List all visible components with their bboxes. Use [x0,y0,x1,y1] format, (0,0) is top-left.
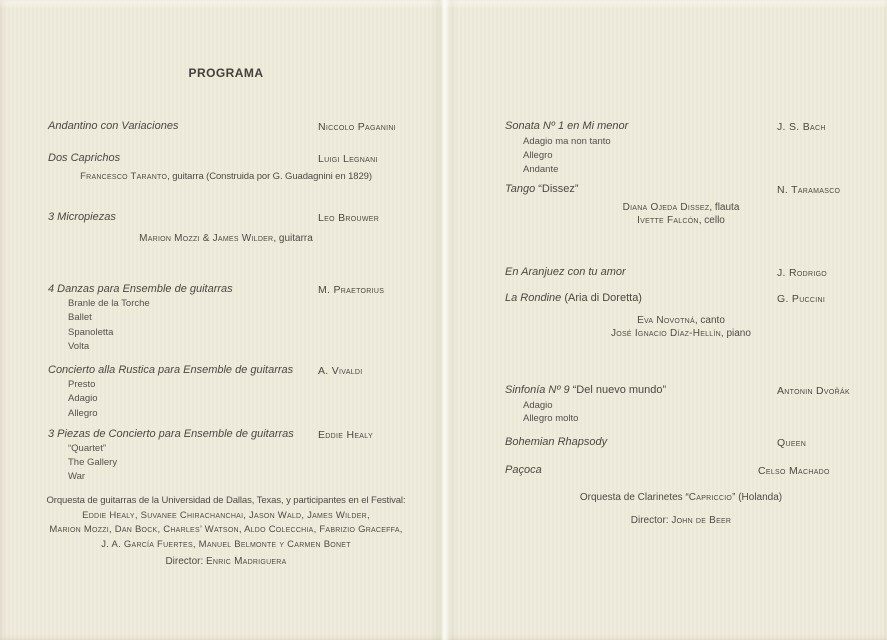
work-title: Sinfonía Nº 9 [505,384,570,396]
performer-name: José Ignacio Díaz-Hellín [611,328,721,339]
director-label: Director: [630,515,672,526]
performer-name: Eva Novotná [637,315,695,326]
work-title: 4 Danzas para Ensemble de guitarras [48,283,233,295]
movement-line: Allegro [68,408,98,419]
credits-intro: Orquesta de guitarras de la Universidad de Dallas, Texas, y participantes en el Festival: [46,495,406,506]
orchestra-pre: Orquesta de Clarinetes “ [579,492,689,503]
performer-instrument: , cello [698,215,725,226]
work-title: Andantino con Variaciones [48,120,179,132]
performer-name: Marion Mozzi & James Wilder [139,233,274,244]
movement-line: Adagio [523,400,553,411]
composer-name: M. Praetorius [318,283,385,296]
composer-name: A. Vivaldi [318,364,363,377]
performer-instrument: , guitarra [273,233,313,244]
movement-line: The Gallery [68,457,118,468]
director-name: John de Beer [671,515,732,526]
program-entry [505,266,887,280]
composer-name: Queen [777,436,807,449]
movement-line: Allegro [523,150,553,161]
movement-line: Adagio [68,393,98,404]
work-subtitle: “Del nuevo mundo” [569,384,667,396]
performer-line [24,171,428,182]
movement-line: “Quartet” [68,443,107,454]
performer-line [24,233,428,244]
program-entry [505,120,887,134]
program-entry [505,464,887,478]
program-heading: PROGRAMA [188,66,264,80]
director-line [24,556,428,567]
performer-name: Francesco Taranto [80,171,168,182]
composer-name: J. S. Bach [777,120,826,133]
work-title: Paçoca [505,464,542,476]
work-title: 3 Micropiezas [48,211,116,223]
performer-instrument: , canto [694,315,725,326]
program-entry [505,292,887,306]
performer-instrument: , guitarra (Construida por G. Guadagnini en 1829) [167,171,372,182]
movement-line: Allegro molto [523,413,579,424]
work-title: Sonata Nº 1 en Mi menor [505,120,629,132]
orchestra-post: ” (Holanda) [732,492,783,503]
left-page [0,0,443,640]
performer-instrument: , flauta [709,202,740,213]
orchestra-name: Capriccio [688,492,733,503]
composer-name: Luigi Legnani [318,152,378,165]
participants-line: J. A. García Fuertes, Manuel Belmonte y Carmen Bonet [101,539,351,550]
program-entry [48,120,443,134]
movement-line: Branle de la Torche [68,298,150,309]
composer-name: N. Taramasco [777,183,841,196]
right-page [443,0,887,640]
movement-line: Presto [68,379,96,390]
work-subtitle: (Aria di Doretta) [561,292,642,304]
composer-name: Niccolo Paganini [318,120,396,133]
movement-line: Adagio ma non tanto [523,136,611,147]
performer-line [505,315,857,326]
composer-name: Antonin Dvořák [777,384,850,397]
director-label: Director: [165,556,207,567]
movement-line: Andante [523,164,559,175]
performer-line [505,215,857,226]
program-entry [505,183,887,197]
program-entry [48,283,443,297]
performer-line [505,328,857,339]
orchestra-line [505,492,857,503]
participants-line: Marion Mozzi, Dan Bock, Charles’ Watson, Aldo Colecchia, Fabrizio Graceffa, [49,524,403,535]
composer-name: Celso Machado [758,464,830,477]
work-title: Bohemian Rhapsody [505,436,608,448]
work-title: 3 Piezas de Concierto para Ensemble de guitarras [48,428,294,440]
work-title: Tango [505,183,536,195]
program-entry [505,384,887,398]
director-line [505,515,857,526]
program-entry [505,436,887,450]
performer-name: Diana Ojeda Dissez [622,202,710,213]
performer-instrument: , piano [720,328,751,339]
performer-name: Ivette Falcón [637,215,699,226]
composer-name: Eddie Healy [318,428,373,441]
work-subtitle: “Dissez” [535,183,579,195]
performer-line [505,202,857,213]
participants-line: Eddie Healy, Suvanee Chirachanchai, Jason Wald, James Wilder, [82,510,370,521]
composer-name: J. Rodrigo [777,266,828,279]
director-name: Enric Madriguera [206,556,287,567]
program-entry [48,152,443,166]
movement-line: Volta [68,341,90,352]
program-entry [48,211,443,225]
work-title: Dos Caprichos [48,152,121,164]
composer-name: G. Puccini [777,292,826,305]
composer-name: Leo Brouwer [318,211,380,224]
work-title: En Aranjuez con tu amor [505,266,626,278]
work-title: La Rondine [505,292,562,304]
program-entry [48,428,443,442]
movement-line: Ballet [68,312,92,323]
program-entry [48,364,443,378]
movement-line: War [68,471,86,482]
work-title: Concierto alla Rustica para Ensemble de guitarras [48,364,294,376]
movement-line: Spanoletta [68,327,114,338]
